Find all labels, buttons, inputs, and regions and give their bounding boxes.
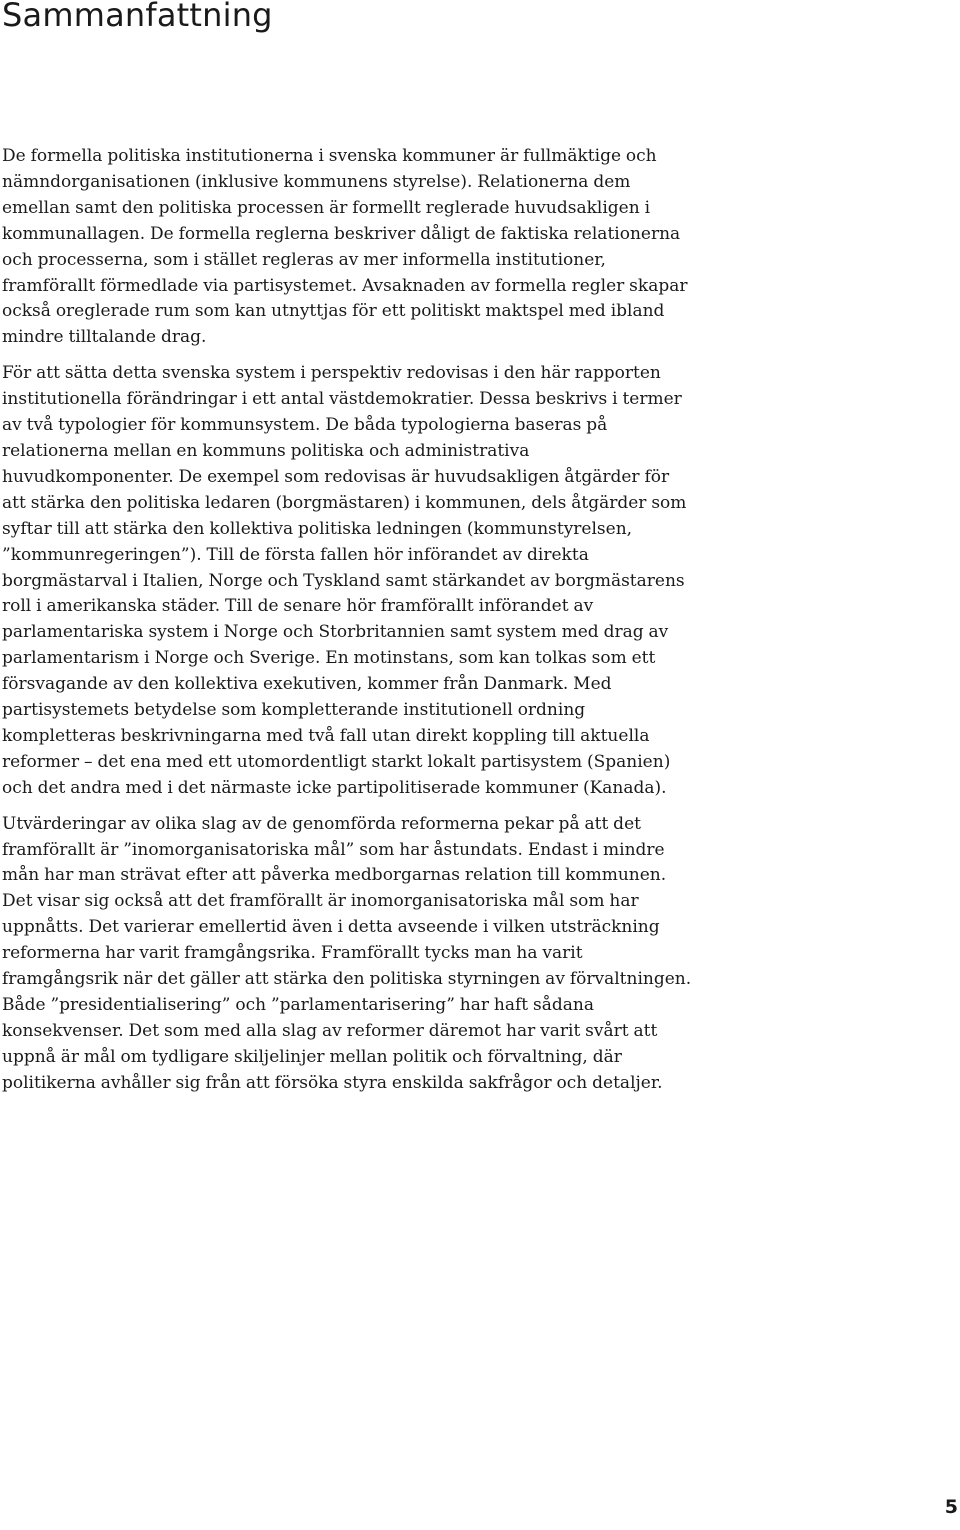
summary-body — [2, 144, 692, 1107]
paragraph-evaluations: Utvärderingar av olika slag av de genomförda reformerna pekar på att det framförallt är ”inomorganisatoriska mål” som har åstundats. Endast i mindre mån har man strävat efter att påverka medborgarnas relation till kommunen. Det visar sig också att det framförallt är inomorganisatoriska mål som har uppnåtts. Det varierar emellertid även i detta avseende i vilken utsträckning reformerna har varit framgångsrika. Framförallt tycks man ha varit framgångsrik när det gäller att stärka den politiska styrningen av förvaltningen. Både ”presidentialisering” och ”parlamentarisering” har haft sådana konsekvenser. Det som med alla slag av reformer däremot har varit svårt att uppnå är mål om tydligare skiljelinjer mellan politik och förvaltning, där politikerna avhåller sig från att försöka styra enskilda sakfrågor och detaljer. — [2, 813, 692, 1093]
page-title: Sammanfattning — [2, 0, 273, 34]
paragraph-typologies: För att sätta detta svenska system i perspektiv redovisas i den här rapporten institutionella förändringar i ett antal västdemokratier. Dessa beskrivs i termer av två typologier för kommunsystem. De båda typologierna baseras på relationerna mellan en kommuns politiska och administrativa huvudkomponenter. De exempel som redovisas är huvudsakligen åtgärder för att stärka den politiska ledaren (borgmästaren) i kommunen, dels åtgärder som syftar till att stärka den kollektiva politiska ledningen (kommunstyrelsen, ”kommunregeringen”). Till de första fallen hör införandet av direkta borgmästarval i Italien, Norge och Tyskland samt stärkandet av borgmästarens roll i amerikanska städer. Till de senare hör framförallt införandet av parlamentariska system i Norge och Storbritannien samt system med drag av parlamentarism i Norge och Sverige. En motinstans, som kan tolkas som ett försvagande av den kollektiva exekutiven, kommer från Danmark. Med partisystemets betydelse som kompletterande institutionell ordning kompletteras beskrivningarna med två fall utan direkt koppling till aktuella reformer – det ena med ett utomordentligt starkt lokalt partisystem (Spanien) och det andra med i det närmaste icke partipolitiserade kommuner (Kanada). — [2, 363, 687, 798]
paragraph-institutions: De formella politiska institutionerna i svenska kommuner är fullmäktige och nämndorganisationen (inklusive kommunens styrelse). Relationerna dem emellan samt den politiska processen är formellt reglerade huvudsakligen i kommunallagen. De formella reglerna beskriver dåligt de faktiska relationerna och processerna, som i stället regleras av mer informella institutioner, framförallt förmedlade via partisystemet. Avsaknaden av formella regler skapar också oreglerade rum som kan utnyttjas för ett politiskt maktspel med ibland mindre tilltalande drag. — [2, 146, 688, 348]
page-number: 5 — [944, 1496, 958, 1518]
